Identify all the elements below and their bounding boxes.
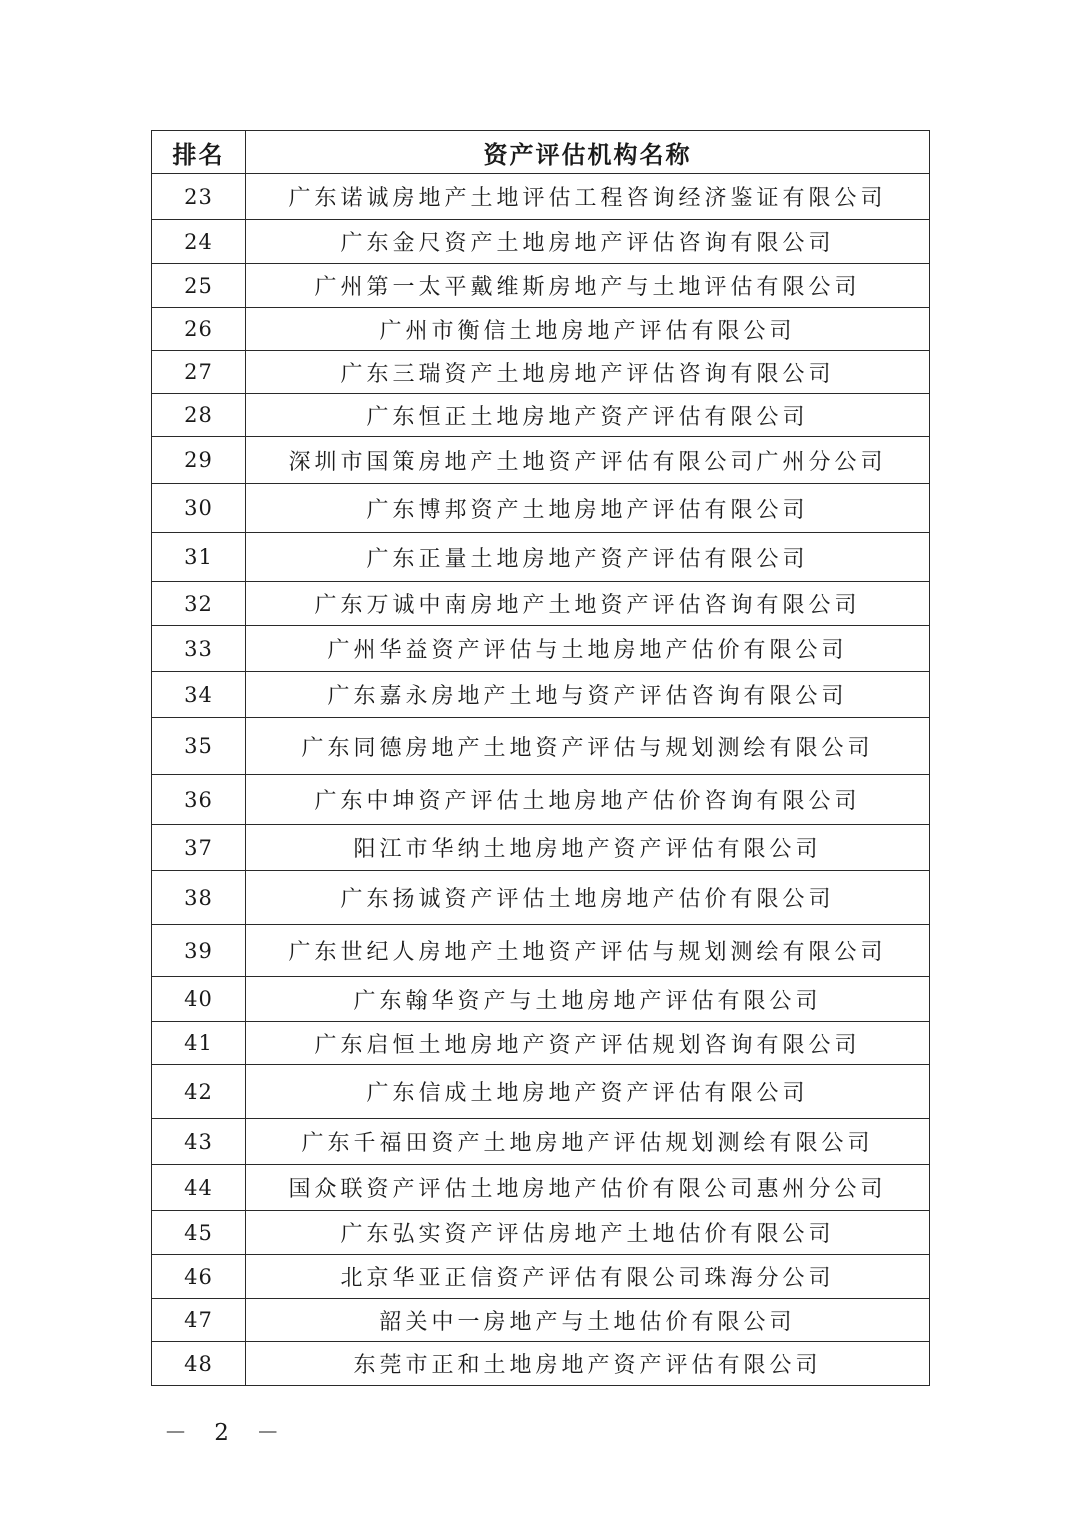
institution-name-cell: 广东三瑞资产土地房地产评估咨询有限公司 — [246, 351, 930, 394]
institution-name-cell: 广东世纪人房地产土地资产评估与规划测绘有限公司 — [246, 925, 930, 977]
appraisal-ranking-table — [151, 130, 930, 1386]
institution-name-cell: 东莞市正和土地房地产资产评估有限公司 — [246, 1342, 930, 1386]
table-row — [152, 264, 930, 308]
rank-cell: 23 — [152, 174, 246, 220]
rank-cell: 31 — [152, 533, 246, 582]
table-row — [152, 626, 930, 672]
table-row — [152, 1022, 930, 1065]
table-row — [152, 775, 930, 825]
institution-name-cell: 广东博邦资产土地房地产评估有限公司 — [246, 484, 930, 533]
table-row — [152, 351, 930, 394]
table-row — [152, 533, 930, 582]
rank-cell: 26 — [152, 308, 246, 351]
rank-cell: 30 — [152, 484, 246, 533]
institution-name-cell: 广东正量土地房地产资产评估有限公司 — [246, 533, 930, 582]
institution-name-cell: 广州华益资产评估与土地房地产估价有限公司 — [246, 626, 930, 672]
table-header-row — [152, 131, 930, 174]
rank-cell: 42 — [152, 1065, 246, 1119]
table-row — [152, 1342, 930, 1386]
institution-name-cell: 广东恒正土地房地产资产评估有限公司 — [246, 394, 930, 437]
rank-cell: 39 — [152, 925, 246, 977]
page-number: － 2 － — [164, 1420, 290, 1446]
rank-cell: 32 — [152, 582, 246, 626]
rank-cell: 44 — [152, 1165, 246, 1211]
table-row — [152, 1165, 930, 1211]
rank-cell: 36 — [152, 775, 246, 825]
rank-cell: 43 — [152, 1119, 246, 1165]
institution-name-cell: 广东诺诚房地产土地评估工程咨询经济鉴证有限公司 — [246, 174, 930, 220]
table-row — [152, 1299, 930, 1342]
rank-cell: 34 — [152, 672, 246, 718]
rank-cell: 33 — [152, 626, 246, 672]
rank-cell: 28 — [152, 394, 246, 437]
table-row — [152, 437, 930, 484]
table-row — [152, 925, 930, 977]
rank-cell: 29 — [152, 437, 246, 484]
institution-name-cell: 广东中坤资产评估土地房地产估价咨询有限公司 — [246, 775, 930, 825]
institution-name-cell: 广东弘实资产评估房地产土地估价有限公司 — [246, 1211, 930, 1255]
institution-name-cell: 广东启恒土地房地产资产评估规划咨询有限公司 — [246, 1022, 930, 1065]
institution-name-cell: 广东同德房地产土地资产评估与规划测绘有限公司 — [246, 718, 930, 775]
institution-name-cell: 广东嘉永房地产土地与资产评估咨询有限公司 — [246, 672, 930, 718]
table-row — [152, 718, 930, 775]
table-row — [152, 308, 930, 351]
institution-name-cell: 国众联资产评估土地房地产估价有限公司惠州分公司 — [246, 1165, 930, 1211]
rank-cell: 45 — [152, 1211, 246, 1255]
table-row — [152, 1065, 930, 1119]
table-row — [152, 1119, 930, 1165]
rank-cell: 41 — [152, 1022, 246, 1065]
rank-cell: 47 — [152, 1299, 246, 1342]
institution-name-cell: 广州第一太平戴维斯房地产与土地评估有限公司 — [246, 264, 930, 308]
table-row — [152, 1211, 930, 1255]
rank-cell: 37 — [152, 825, 246, 871]
institution-name-cell: 广东翰华资产与土地房地产评估有限公司 — [246, 977, 930, 1022]
rank-cell: 25 — [152, 264, 246, 308]
institution-name-cell: 广东扬诚资产评估土地房地产估价有限公司 — [246, 871, 930, 925]
table-row — [152, 174, 930, 220]
rank-cell: 48 — [152, 1342, 246, 1386]
table-row — [152, 871, 930, 925]
institution-name-cell: 北京华亚正信资产评估有限公司珠海分公司 — [246, 1255, 930, 1299]
institution-name-cell: 阳江市华纳土地房地产资产评估有限公司 — [246, 825, 930, 871]
institution-name-cell: 广东金尺资产土地房地产评估咨询有限公司 — [246, 220, 930, 264]
institution-name-cell: 广东万诚中南房地产土地资产评估咨询有限公司 — [246, 582, 930, 626]
rank-cell: 27 — [152, 351, 246, 394]
table-row — [152, 977, 930, 1022]
institution-name-cell: 韶关中一房地产与土地估价有限公司 — [246, 1299, 930, 1342]
rank-cell: 46 — [152, 1255, 246, 1299]
rank-cell: 38 — [152, 871, 246, 925]
rank-cell: 35 — [152, 718, 246, 775]
institution-name-cell: 深圳市国策房地产土地资产评估有限公司广州分公司 — [246, 437, 930, 484]
institution-name-cell: 广东千福田资产土地房地产评估规划测绘有限公司 — [246, 1119, 930, 1165]
table-row — [152, 1255, 930, 1299]
rank-cell: 24 — [152, 220, 246, 264]
institution-name-cell: 广东信成土地房地产资产评估有限公司 — [246, 1065, 930, 1119]
table-row — [152, 825, 930, 871]
table-row — [152, 582, 930, 626]
table-row — [152, 394, 930, 437]
table-row — [152, 220, 930, 264]
rank-cell: 40 — [152, 977, 246, 1022]
header-institution-name: 资产评估机构名称 — [246, 131, 930, 174]
table-row — [152, 484, 930, 533]
header-rank: 排名 — [152, 131, 246, 174]
table-row — [152, 672, 930, 718]
institution-name-cell: 广州市衡信土地房地产评估有限公司 — [246, 308, 930, 351]
